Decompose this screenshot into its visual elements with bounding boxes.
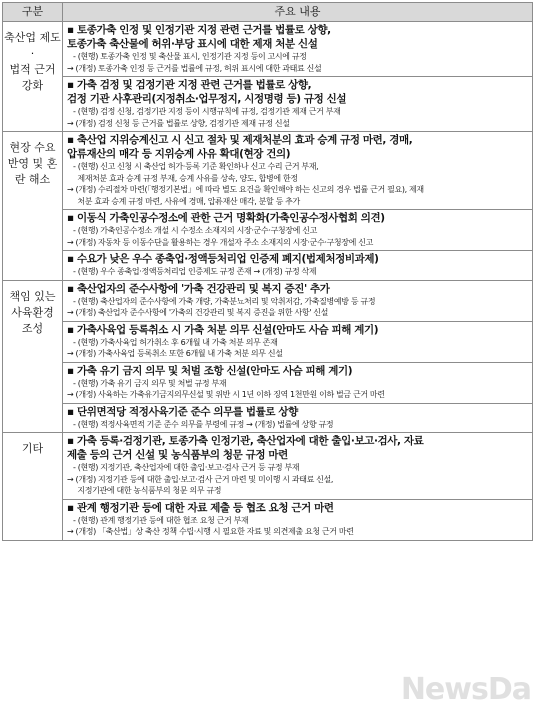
item-heading: ▪ 이동식 가축인공수정소에 관한 근거 명확화(가축인공수정사협회 의견): [67, 212, 385, 224]
item-heading: ▪ 가축 검정 및 검정기관 지정 관련 근거를 법률로 상향, 검정 기관 사후관리(지정취소·업무정지, 시정명령 등) 규정 신설: [67, 79, 347, 105]
item-line: - (현행) 축산업자의 준수사항에 가축 개량, 가축분뇨처리 및 악취저감, 가축질병예방 등 규정: [73, 296, 376, 306]
newsda-watermark: NewsDa: [400, 672, 531, 707]
item-line: 지정기관에 대한 농식품부의 청문 의무 규정: [73, 486, 222, 495]
item-heading: ▪ 가축사육업 등록취소 시 가축 처분 의무 신설(안마도 사슴 피해 계기): [67, 323, 379, 336]
item-line: → (개정) 검정 신청 등 근거를 법률로 상향, 검정기관 제재 규정 신설: [67, 118, 290, 128]
item-line: - (현행) 가축 유기 금지 의무 및 처벌 규정 부재: [73, 378, 227, 388]
bullet-icon: ▪: [67, 212, 74, 224]
item-heading: ▪ 관계 행정기관 등에 대한 자료 제출 등 협조 요청 근거 마련: [67, 501, 334, 514]
category-cell: 축산업 제도· 법적 근거 강화: [3, 22, 63, 132]
list-item: [63, 251, 532, 280]
bullet-icon: ▪: [67, 134, 74, 146]
bullet-icon: ▪: [67, 253, 74, 265]
bullet-icon: ▪: [67, 405, 74, 418]
item-heading: ▪ 가축 등록·검정기관, 토종가축 인정기관, 축산업자에 대한 출입·보고·검사, 자료 제출 등의 근거 신설 및 농식품부의 청문 규정 마련: [67, 435, 424, 461]
list-item: [63, 363, 532, 404]
list-item: [63, 210, 532, 251]
content-table: [2, 2, 533, 541]
item-heading: ▪ 수요가 낮은 우수 종축업·정액등처리업 인증제 폐지(법제처정비과제): [67, 253, 379, 265]
item-line: - (현행) 토종가축 인정 및 축산물 표시, 인정기관 지정 등이 고시에 규정: [73, 52, 307, 61]
item-heading: ▪ 토종가축 인정 및 인정기관 지정 관련 근거를 법률로 상향, 토종가축 축산물에 허위·부당 표시에 대한 제재 처분 신설: [67, 24, 331, 50]
item-line: → (개정) 토종가축 인정 등 근거를 법률에 규정, 허위 표시에 대한 과태료 신설: [67, 63, 322, 73]
item-line: → (개정) 가축사육업 등록취소 또한 6개월 내 가축 처분 의무 신설: [67, 349, 283, 358]
table-row: [3, 22, 533, 132]
content-cell: [63, 280, 533, 433]
bullet-icon: ▪: [67, 79, 74, 91]
item-line: → (개정) 지정기관 등에 대한 출입·보고·검사 근거 마련 및 미이행 시 과태료 신설,: [67, 474, 334, 484]
item-line: - (현행) 검정 신청, 검정기관 지정 등이 시행규칙에 규정, 검정기관 제재 근거 부재: [73, 107, 341, 116]
list-item: [63, 22, 532, 77]
item-line: - (현행) 가축사육업 허가취소 후 6개월 내 가축 처분 의무 존재: [73, 337, 278, 347]
item-heading: ▪ 단위면적당 적정사육기준 준수 의무를 법률로 상향: [67, 405, 298, 418]
category-cell: 현장 수요 반영 및 혼 란 해소: [3, 132, 63, 281]
content-cell: [63, 22, 533, 132]
category-cell: 기타: [3, 433, 63, 541]
item-line: → (개정) 축산업자 준수사항에 '가축의 건강관리 및 복지 증진을 위한 사항' 신설: [67, 308, 329, 317]
table-header-row: [3, 3, 533, 22]
header-content: 주요 내용: [63, 3, 533, 22]
item-line: → (개정) 「축산법」상 축산 정책 수립·시행 시 필요한 자료 및 의견제출 요청 근거 마련: [67, 527, 354, 536]
item-line: 제재처분 효과 승계 규정 부재, 승계 사유를 상속, 양도, 합병에 한정: [73, 173, 298, 183]
item-line: - (현행) 가축인공수정소 개설 시 수정소 소재지의 시장·군수·구청장에 신고: [73, 226, 317, 235]
item-line: - (현행) 신고 신청 시 축산업 허가·등록 기준 확인하나 신고 수리 근거 부재,: [73, 162, 319, 171]
item-line: 처분 효과 승계 규정 마련, 사유에 경매, 압류재산 매각, 분할 등 추가: [73, 196, 300, 206]
table-row: [3, 132, 533, 281]
item-line: - (현행) 관계 행정기관 등에 대한 협조 요청 근거 부재: [73, 515, 249, 525]
header-category: 구분: [3, 3, 63, 22]
item-line: → (개정) 사육하는 가축유기금지의무신설 및 위반 시 1년 이하 징역 1천만원 이하 벌금 근거 마련: [67, 390, 385, 399]
list-item: [63, 500, 532, 540]
item-heading: ▪ 가축 유기 금지 의무 및 처벌 조항 신설(안마도 사슴 피해 계기): [67, 364, 353, 377]
content-cell: [63, 433, 533, 541]
item-line: → (개정) 자동차 등 이동수단을 활용하는 경우 개설자 주소 소재지의 시장·군수·구청장에 신고: [67, 237, 374, 247]
bullet-icon: ▪: [67, 24, 74, 36]
list-item: [63, 322, 532, 363]
list-item: [63, 433, 532, 500]
bullet-icon: ▪: [67, 323, 74, 336]
item-line: - (현행) 우수 종축업·정액등처리업 인증제도 규정 존재 → (개정) 규정 삭제: [73, 267, 317, 276]
bullet-icon: ▪: [67, 364, 74, 377]
item-heading: ▪ 축산업 지위승계신고 시 신고 절차 및 제재처분의 효과 승계 규정 마련, 경매, 압류재산의 매각 등 지위승계 사유 확대(현장 건의): [67, 134, 413, 160]
list-item: [63, 77, 532, 131]
list-item: [63, 281, 532, 322]
item-line: - (현행) 적정사육면적 기준 준수 의무를 부령에 규정 → (개정) 법률에 상향 규정: [73, 419, 334, 429]
list-item: [63, 132, 532, 210]
bullet-icon: ▪: [67, 282, 74, 295]
list-item: [63, 404, 532, 433]
bullet-icon: ▪: [67, 501, 74, 514]
item-heading: ▪ 축산업자의 준수사항에 '가축 건강관리 및 복지 증진' 추가: [67, 282, 330, 295]
bullet-icon: ▪: [67, 435, 74, 447]
category-cell: 책임 있는 사육환경 조성: [3, 280, 63, 433]
table-row: [3, 433, 533, 541]
item-line: - (현행) 지정기관, 축산업자에 대한 출입·보고·검사 근거 등 규정 부재: [73, 463, 300, 472]
item-line: → (개정) 수리절차 마련(「행정기본법」에 따라 별도 요건을 확인해야 하는 신고의 경우 법률 근거 필요), 제재: [67, 185, 424, 194]
content-cell: [63, 132, 533, 281]
table-row: [3, 280, 533, 433]
